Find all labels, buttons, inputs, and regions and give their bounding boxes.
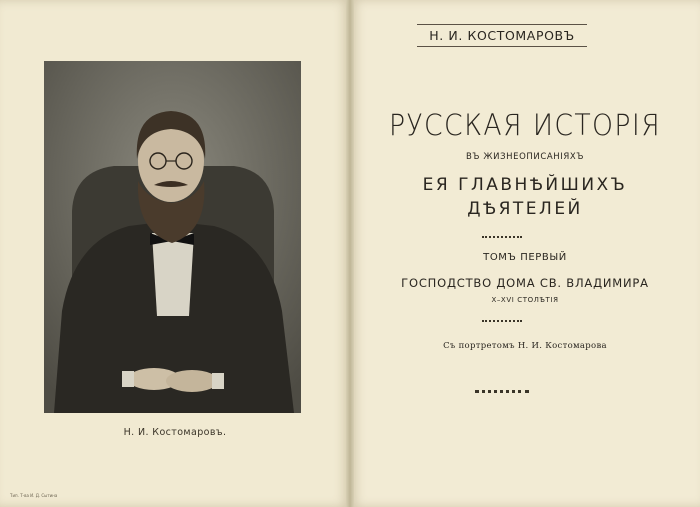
dotted-divider	[482, 236, 522, 238]
subtitle-line-1: ЕЯ ГЛАВНѢЙШИХЪ	[422, 175, 628, 195]
printer-mark: Тип. Т-ва И. Д. Сытина	[10, 493, 58, 498]
portrait-note: Съ портретомъ Н. И. Костомарова	[443, 341, 607, 351]
book-title: РУССКАЯ ИСТОРІЯ	[388, 108, 662, 142]
author-portrait	[44, 61, 301, 413]
portrait-caption: Н. И. Костомаровъ.	[123, 427, 227, 438]
dotted-divider	[475, 390, 529, 393]
author-name: Н. И. КОСТОМАРОВЪ	[417, 24, 587, 47]
volume-number: ТОМЪ ПЕРВЫЙ	[483, 252, 567, 263]
subtitle-line-2: ДѢЯТЕЛЕЙ	[467, 199, 583, 219]
dotted-divider	[482, 320, 522, 322]
centuries: X–XVI СТОЛѢТІЯ	[491, 296, 559, 304]
subtitle-small: ВЪ ЖИЗНЕОПИСАНІЯХЪ	[465, 152, 585, 162]
volume-title: ГОСПОДСТВО ДОМА СВ. ВЛАДИМИРА	[401, 276, 649, 290]
